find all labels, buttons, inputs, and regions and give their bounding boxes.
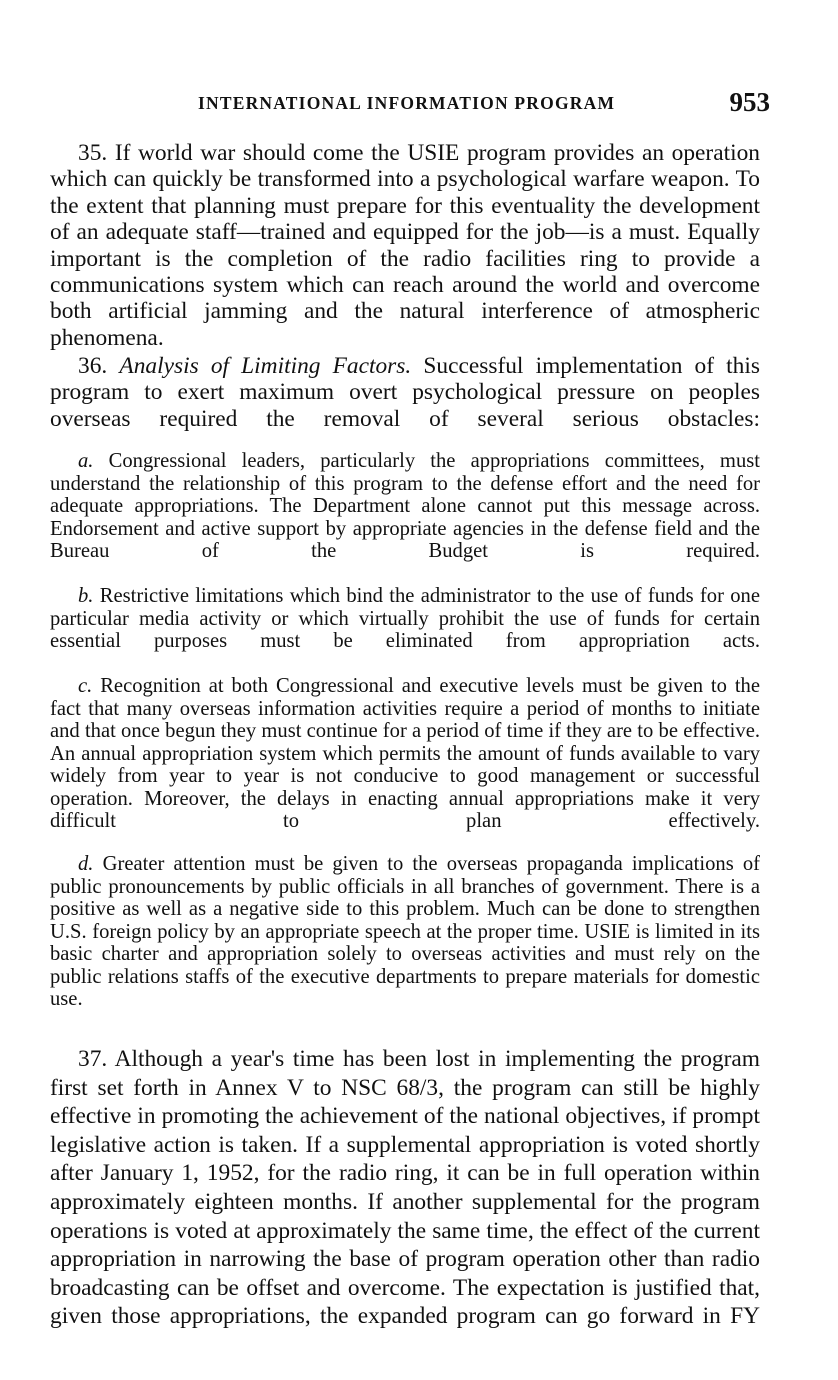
paragraph-36-heading: Analysis of Limiting Factors. <box>119 353 412 379</box>
item-a-text: Congressional leaders, particularly the appropriations committees, must understand the relationship of this program to the defense effort and the need for adequate appropriations. The Department alone cannot put this message across. Endorsement and active support by appropriate agencies in the defense field and the Bureau of the Budget is required. <box>50 450 760 562</box>
item-c-text: Recognition at both Congressional and executive levels must be given to the fact that many overseas information activities require a period of months to initiate and that once begun they must continue for a period of time if they are to be effective. An annual appropriation system which permits the amount of funds available to vary widely from year to year is not conducive to good management or successful operation. Moreover, the delays in enacting annual appropriations make it very difficult to plan effectively. <box>50 675 760 832</box>
paragraph-35: 35. If world war should come the USIE program provides an operation which can quickly be transformed into a psychological warfare weapon. To the extent that planning must prepare for this eventuality the development of an adequate staff—trained and equipped for the job—is a must. Equally important is the completion of the radio facilities ring to provide a communications system which can reach around the world and overcome both artificial jamming and the natural interference of atmospheric phenomena. <box>50 140 760 351</box>
item-b-label: b. <box>78 585 94 607</box>
item-a <box>50 450 760 585</box>
running-header <box>50 87 770 119</box>
item-b-text: Restrictive limitations which bind the administrator to the use of funds for one particular media activity or which virtually prohibit the use of funds for certain essential purposes must be eliminated from appropriation acts. <box>50 585 760 652</box>
item-b <box>50 585 760 675</box>
item-c-label: c. <box>78 675 93 697</box>
paragraph-37: 37. Although a year's time has been lost in implementing the program first set forth in Annex V to NSC 68/3, the program can still be highly effective in promoting the achievement of the national objectives, if prompt legislative action is taken. If a supplemental appropriation is voted shortly after January 1, 1952, for the radio ring, it can be in full operation within approximately eighteen months. If another supplemental for the program operations is voted at approximately the same time, the effect of the current appropriation in narrowing the base of program operation other than radio broadcasting can be offset and overcome. The expectation is justified that, given those appropriations, the expanded program can go forward in FY <box>50 1046 760 1330</box>
item-d <box>50 853 760 1033</box>
item-d-label: d. <box>78 853 94 875</box>
item-d-text: Greater attention must be given to the overseas propaganda implications of public pronouncements by public officials in all branches of government. There is a positive as well as a negative side to this problem. Much can be done to strengthen U.S. foreign policy by an appropriate speech at the proper time. USIE is limited in its basic charter and appropriation solely to overseas activities and must rely on the public relations staffs of the executive departments to prepare materials for domestic use. <box>50 853 761 1010</box>
paragraph-36 <box>50 353 760 435</box>
paragraph-36-number: 36. <box>78 353 108 379</box>
item-a-label: a. <box>78 450 94 472</box>
running-title: INTERNATIONAL INFORMATION PROGRAM <box>198 93 616 113</box>
paragraph-36-text: Successful implementation of this program to exert maximum overt psychological pressure on peoples overseas required the removal of several serious obstacles: <box>50 353 760 432</box>
item-c <box>50 675 760 855</box>
page-number: 953 <box>729 87 770 117</box>
